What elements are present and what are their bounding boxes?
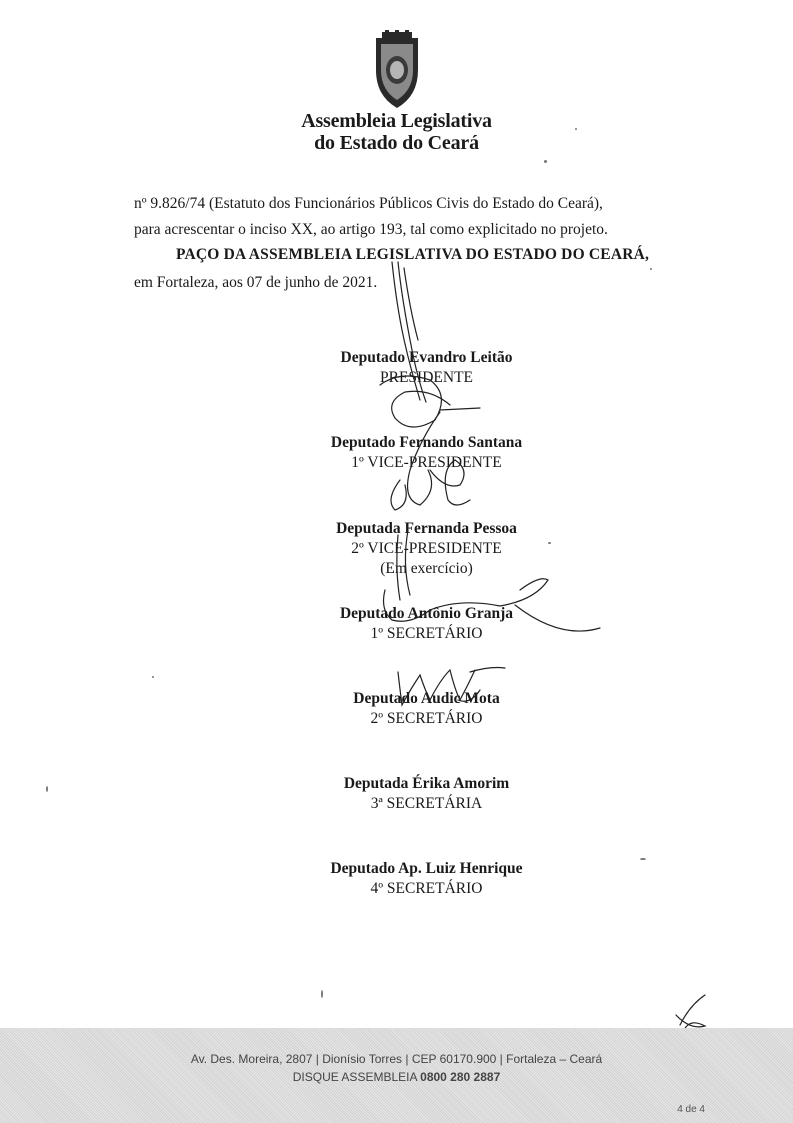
signature-block-president xyxy=(0,348,793,388)
scan-speck xyxy=(575,128,577,130)
scan-speck xyxy=(650,268,652,270)
signatory-name: Deputada Fernanda Pessoa xyxy=(336,520,517,537)
signatory-role: 4º SECRETÁRIO xyxy=(370,880,483,897)
signatory-role: 2º SECRETÁRIO xyxy=(370,710,483,727)
scan-speck xyxy=(640,858,646,860)
letterhead-footer xyxy=(0,1028,793,1123)
scan-speck xyxy=(321,990,323,998)
scan-speck xyxy=(152,676,154,678)
signature-block-2nd-vice xyxy=(0,519,793,579)
signatory-note: (Em exercício) xyxy=(380,560,473,577)
signatory-role: PRESIDENTE xyxy=(380,369,473,386)
closing-heading: PAÇO DA ASSEMBLEIA LEGISLATIVA DO ESTADO DO CEARÁ, xyxy=(176,246,650,263)
signatory-name: Deputado Antônio Granja xyxy=(339,605,514,622)
scan-speck xyxy=(548,542,551,544)
footer-disque xyxy=(0,1070,793,1084)
body-text-line: nº 9.826/74 (Estatuto dos Funcionários Públicos Civis do Estado do Ceará), xyxy=(134,195,603,212)
initials-mark xyxy=(676,995,705,1030)
body-text-line: para acrescentar o inciso XX, ao artigo 193, tal como explicitado no projeto. xyxy=(134,221,608,238)
footer-address: Av. Des. Moreira, 2807 | Dionísio Torres | CEP 60170.900 | Fortaleza – Ceará xyxy=(190,1052,603,1066)
signature-block-1st-secretary xyxy=(0,604,793,644)
page-number: 4 de 4 xyxy=(677,1104,705,1115)
signature-block-4th-secretary xyxy=(0,859,793,899)
org-name-line1: Assembleia Legislativa xyxy=(301,110,492,132)
signatory-name: Deputado Fernando Santana xyxy=(330,434,523,451)
org-name-line2: do Estado do Ceará xyxy=(314,132,479,154)
scan-speck xyxy=(544,160,547,163)
signatory-name: Deputado Audic Mota xyxy=(353,690,500,707)
ceara-crest-icon xyxy=(366,30,428,112)
signatory-name: Deputada Érika Amorim xyxy=(343,775,510,792)
signature-block-2nd-secretary xyxy=(0,689,793,729)
signatory-role: 1º VICE-PRESIDENTE xyxy=(351,454,502,471)
signatory-name: Deputado Evandro Leitão xyxy=(340,349,513,366)
disque-number: 0800 280 2887 xyxy=(420,1070,501,1084)
disque-label: DISQUE ASSEMBLEIA xyxy=(292,1070,417,1084)
signature-block-1st-vice xyxy=(0,433,793,473)
signatory-role: 2º VICE-PRESIDENTE xyxy=(351,540,502,557)
place-date-line: em Fortaleza, aos 07 de junho de 2021. xyxy=(134,274,378,291)
scan-speck xyxy=(46,786,48,792)
signatory-name: Deputado Ap. Luiz Henrique xyxy=(330,860,523,877)
signatory-role: 1º SECRETÁRIO xyxy=(370,625,483,642)
signature-block-3rd-secretary xyxy=(0,774,793,814)
signatory-role: 3ª SECRETÁRIA xyxy=(370,795,483,812)
